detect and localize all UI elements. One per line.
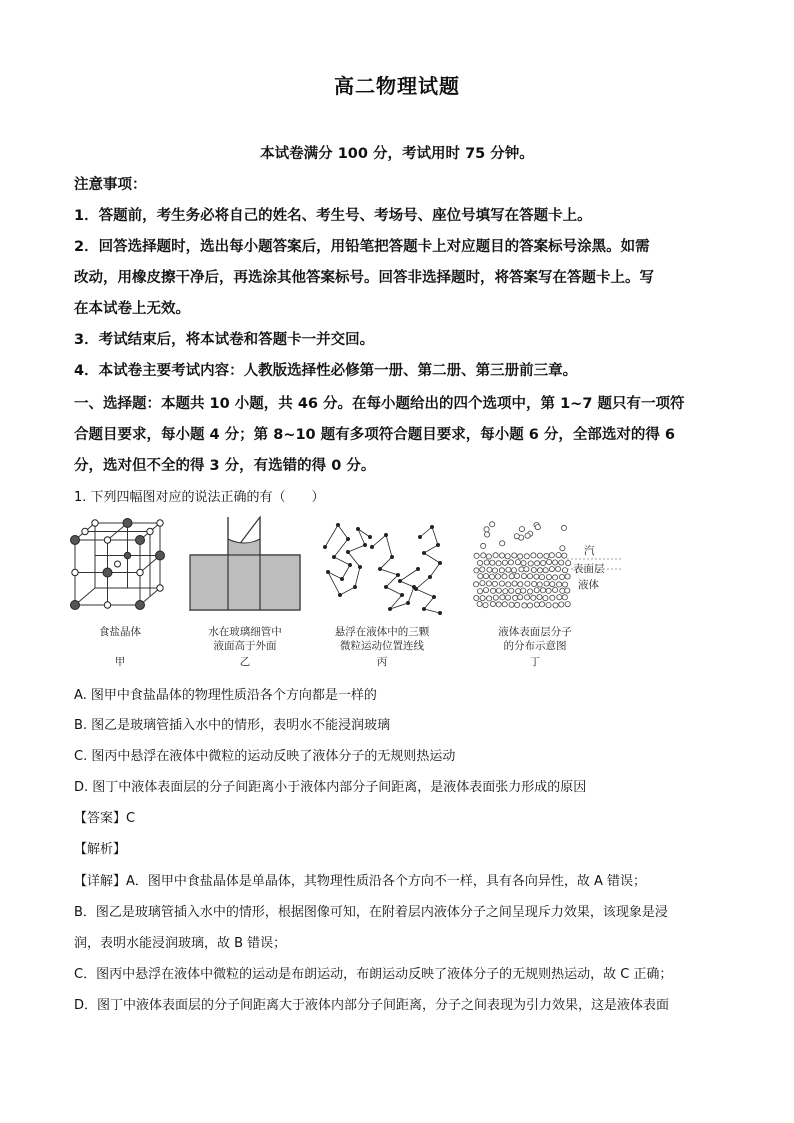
molecule-dot bbox=[553, 575, 558, 580]
molecule-dot bbox=[539, 575, 544, 580]
molecule-dot bbox=[560, 588, 565, 593]
molecule-dot bbox=[527, 574, 532, 579]
molecule-dot bbox=[540, 602, 545, 607]
analysis-heading: 【解析】 bbox=[74, 842, 127, 857]
molecule-dot bbox=[487, 567, 492, 572]
molecule-dot bbox=[512, 553, 517, 558]
molecule-dot bbox=[474, 553, 479, 558]
molecule-dot bbox=[553, 560, 558, 565]
option-a: A. 图甲中食盐晶体的物理性质沿各个方向都是一样的 bbox=[74, 688, 377, 703]
caption-bing-1: 悬浮在液体中的三颗 bbox=[334, 626, 430, 638]
molecule-dot bbox=[550, 582, 555, 587]
molecule-dot bbox=[509, 602, 514, 607]
molecule-dot bbox=[480, 567, 485, 572]
molecule-dot bbox=[516, 589, 521, 594]
molecule-dot bbox=[557, 595, 562, 600]
molecule-dot bbox=[522, 603, 527, 608]
molecule-dot bbox=[537, 582, 542, 587]
tag-liquid: 液体 bbox=[578, 579, 599, 591]
molecule-dot bbox=[525, 533, 530, 538]
analysis-line: 润，表明水能浸润玻璃，故 B 错误； bbox=[74, 936, 287, 951]
molecule-dot bbox=[483, 588, 488, 593]
molecule-dot bbox=[495, 574, 500, 579]
caption-bing-2: 微粒运动位置连线 bbox=[340, 640, 424, 652]
label-jia: 甲 bbox=[114, 656, 126, 668]
analysis-line: 【详解】A．图甲中食盐晶体是单晶体，其物理性质沿各个方向不一样，具有各向异性，故 A 错误； bbox=[74, 874, 647, 889]
molecule-dot bbox=[555, 566, 560, 571]
molecule-dot bbox=[521, 561, 526, 566]
molecule-dot bbox=[519, 567, 524, 572]
molecule-dot bbox=[524, 567, 529, 572]
caption-yi-1: 水在玻璃细管中 bbox=[208, 626, 282, 638]
molecule-dot bbox=[481, 543, 486, 548]
notice-heading: 注意事项： bbox=[74, 177, 147, 193]
molecule-dot bbox=[557, 582, 562, 587]
molecule-dot bbox=[553, 603, 558, 608]
notice-line: 改动，用橡皮擦干净后，再选涂其他答案标号。回答非选择题时，将答案写在答题卡上。写 bbox=[74, 270, 654, 286]
notice-line: 2．回答选择题时，选出每小题答案后，用铅笔把答题卡上对应题目的答案标号涂黑。如需 bbox=[74, 239, 650, 255]
answer-line: 【答案】C bbox=[74, 811, 136, 826]
molecule-dot bbox=[537, 594, 542, 599]
molecule-dot bbox=[490, 560, 495, 565]
molecule-dot bbox=[531, 595, 536, 600]
molecule-dot bbox=[514, 573, 519, 578]
molecule-dot bbox=[514, 534, 519, 539]
molecule-dot bbox=[543, 596, 548, 601]
molecule-dot bbox=[534, 588, 539, 593]
brownian-motion-diagram bbox=[320, 517, 445, 617]
molecule-dot bbox=[480, 581, 485, 586]
molecule-dot bbox=[513, 595, 518, 600]
molecule-dot bbox=[543, 568, 548, 573]
molecule-dot bbox=[515, 560, 520, 565]
molecule-dot bbox=[559, 574, 564, 579]
label-ding: 丁 bbox=[529, 656, 541, 668]
molecule-dot bbox=[528, 589, 533, 594]
molecule-dot bbox=[500, 595, 505, 600]
molecule-dot bbox=[480, 596, 485, 601]
molecule-dot bbox=[518, 595, 523, 600]
section-line: 合题目要求，每小题 4 分；第 8~10 题有多项符合题目要求，每小题 6 分，全部选对的得 6 bbox=[74, 427, 676, 443]
molecule-dot bbox=[540, 588, 545, 593]
nacl-crystal-diagram bbox=[70, 515, 170, 620]
question-stem: 1. 下列四幅图对应的说法正确的有（ ） bbox=[74, 490, 325, 505]
molecule-dot bbox=[562, 595, 567, 600]
molecule-dot bbox=[562, 553, 567, 558]
molecule-dot bbox=[505, 595, 510, 600]
molecule-dot bbox=[518, 582, 523, 587]
molecule-dot bbox=[477, 560, 482, 565]
exam-info: 本试卷满分 100 分，考试用时 75 分钟。 bbox=[260, 146, 534, 162]
molecule-dot bbox=[519, 527, 524, 532]
molecule-dot bbox=[534, 602, 539, 607]
section-line: 分，选对但不全的得 3 分，有选错的得 0 分。 bbox=[74, 458, 376, 474]
molecule-dot bbox=[474, 595, 479, 600]
molecule-dot bbox=[499, 553, 504, 558]
molecule-dot bbox=[559, 560, 564, 565]
notice-line: 4．本试卷主要考试内容：人教版选择性必修第一册、第二册、第三册前三章。 bbox=[74, 363, 578, 379]
molecule-dot bbox=[541, 560, 546, 565]
question-figure bbox=[70, 515, 630, 675]
caption-ding-1: 液体表面层分子 bbox=[498, 626, 572, 638]
notice-line: 1．答题前，考生务必将自己的姓名、考生号、考场号、座位号填写在答题卡上。 bbox=[74, 208, 592, 224]
molecule-dot bbox=[496, 602, 501, 607]
molecule-dot bbox=[508, 560, 513, 565]
molecule-dot bbox=[547, 559, 552, 564]
capillary-tube-diagram bbox=[188, 515, 303, 615]
notice-line: 在本试卷上无效。 bbox=[74, 301, 190, 317]
tag-surface: 表面层 bbox=[573, 563, 605, 575]
molecule-dot bbox=[496, 588, 501, 593]
molecule-dot bbox=[560, 546, 565, 551]
analysis-line: B．图乙是玻璃管插入水中的情形，根据图像可知，在附着层内液体分子之间呈现斥力效果，该现象是浸 bbox=[74, 905, 668, 920]
molecule-dot bbox=[511, 568, 516, 573]
molecule-dot bbox=[521, 574, 526, 579]
molecule-dot bbox=[489, 574, 494, 579]
molecule-dot bbox=[525, 581, 530, 586]
molecule-dot bbox=[490, 601, 495, 606]
molecule-dot bbox=[496, 561, 501, 566]
molecule-dot bbox=[556, 553, 561, 558]
molecule-dot bbox=[505, 554, 510, 559]
molecule-dot bbox=[490, 522, 495, 527]
molecule-dot bbox=[474, 568, 479, 573]
molecule-dot bbox=[565, 588, 570, 593]
caption-yi-2: 液面高于外面 bbox=[213, 640, 277, 652]
molecule-dot bbox=[546, 603, 551, 608]
molecule-dot bbox=[535, 525, 540, 530]
molecule-dot bbox=[525, 595, 530, 600]
molecule-dot bbox=[561, 525, 566, 530]
label-yi: 乙 bbox=[239, 656, 251, 668]
molecule-dot bbox=[535, 561, 540, 566]
molecule-dot bbox=[515, 602, 520, 607]
molecule-dot bbox=[534, 574, 539, 579]
molecule-dot bbox=[509, 574, 514, 579]
molecule-dot bbox=[478, 574, 483, 579]
option-c: C. 图丙中悬浮在液体中微粒的运动反映了液体分子的无规则热运动 bbox=[74, 749, 456, 764]
molecule-dot bbox=[506, 567, 511, 572]
section-line: 一、选择题：本题共 10 小题，共 46 分。在每小题给出的四个选项中，第 1~7 题只有一项符 bbox=[74, 396, 685, 412]
molecule-dot bbox=[532, 581, 537, 586]
molecule-dot bbox=[531, 553, 536, 558]
molecule-dot bbox=[512, 581, 517, 586]
molecule-dot bbox=[527, 603, 532, 608]
molecule-dot bbox=[546, 588, 551, 593]
molecule-dot bbox=[559, 602, 564, 607]
page-title: 高二物理试题 bbox=[334, 74, 460, 98]
molecule-dot bbox=[506, 582, 511, 587]
molecule-dot bbox=[493, 595, 498, 600]
molecule-dot bbox=[477, 589, 482, 594]
molecule-dot bbox=[549, 553, 554, 558]
label-bing: 丙 bbox=[376, 656, 388, 668]
molecule-dot bbox=[486, 554, 491, 559]
molecule-dot bbox=[544, 581, 549, 586]
molecule-dot bbox=[562, 568, 567, 573]
option-d: D. 图丁中液体表面层的分子间距离小于液体内部分子间距离，是液体表面张力形成的原因 bbox=[74, 780, 587, 795]
molecule-dot bbox=[500, 541, 505, 546]
molecule-dot bbox=[518, 554, 523, 559]
molecule-dot bbox=[566, 561, 571, 566]
molecule-dot bbox=[486, 581, 491, 586]
molecule-dot bbox=[537, 568, 542, 573]
molecule-dot bbox=[483, 574, 488, 579]
molecule-dot bbox=[483, 603, 488, 608]
molecule-dot bbox=[481, 553, 486, 558]
analysis-line: D．图丁中液体表面层的分子间距离大于液体内部分子间距离，分子之间表现为引力效果，这是液体表面 bbox=[74, 998, 670, 1013]
molecule-dot bbox=[528, 561, 533, 566]
tag-vapor: 汽 bbox=[584, 545, 595, 557]
molecule-dot bbox=[503, 589, 508, 594]
molecule-dot bbox=[477, 601, 482, 606]
molecule-dot bbox=[546, 575, 551, 580]
molecule-dot bbox=[544, 553, 549, 558]
molecule-dot bbox=[502, 602, 507, 607]
molecule-dot bbox=[550, 595, 555, 600]
molecule-dot bbox=[502, 574, 507, 579]
molecule-dot bbox=[549, 567, 554, 572]
notice-line: 3．考试结束后，将本试卷和答题卡一并交回。 bbox=[74, 332, 375, 348]
molecule-dot bbox=[537, 553, 542, 558]
molecule-dot bbox=[502, 560, 507, 565]
option-b: B. 图乙是玻璃管插入水中的情形，表明水不能浸润玻璃 bbox=[74, 718, 391, 733]
molecule-dot bbox=[474, 582, 479, 587]
molecule-dot bbox=[553, 587, 558, 592]
molecule-dot bbox=[531, 567, 536, 572]
caption-ding-2: 的分布示意图 bbox=[503, 640, 567, 652]
molecule-dot bbox=[484, 527, 489, 532]
caption-jia: 食盐晶体 bbox=[99, 626, 141, 638]
analysis-line: C．图丙中悬浮在液体中微粒的运动是布朗运动，布朗运动反映了液体分子的无规则热运动，故 C 正确； bbox=[74, 967, 673, 982]
molecule-dot bbox=[565, 602, 570, 607]
molecule-dot bbox=[499, 581, 504, 586]
molecule-dot bbox=[485, 532, 490, 537]
molecule-dot bbox=[509, 588, 514, 593]
molecule-dot bbox=[524, 554, 529, 559]
molecule-dot bbox=[565, 574, 570, 579]
molecule-dot bbox=[499, 568, 504, 573]
molecule-dot bbox=[484, 560, 489, 565]
molecule-dot bbox=[562, 582, 567, 587]
molecule-dot bbox=[521, 588, 526, 593]
molecule-dot bbox=[492, 581, 497, 586]
molecule-dot bbox=[492, 568, 497, 573]
molecule-dot bbox=[491, 588, 496, 593]
molecule-dot bbox=[493, 553, 498, 558]
molecule-dot bbox=[487, 596, 492, 601]
